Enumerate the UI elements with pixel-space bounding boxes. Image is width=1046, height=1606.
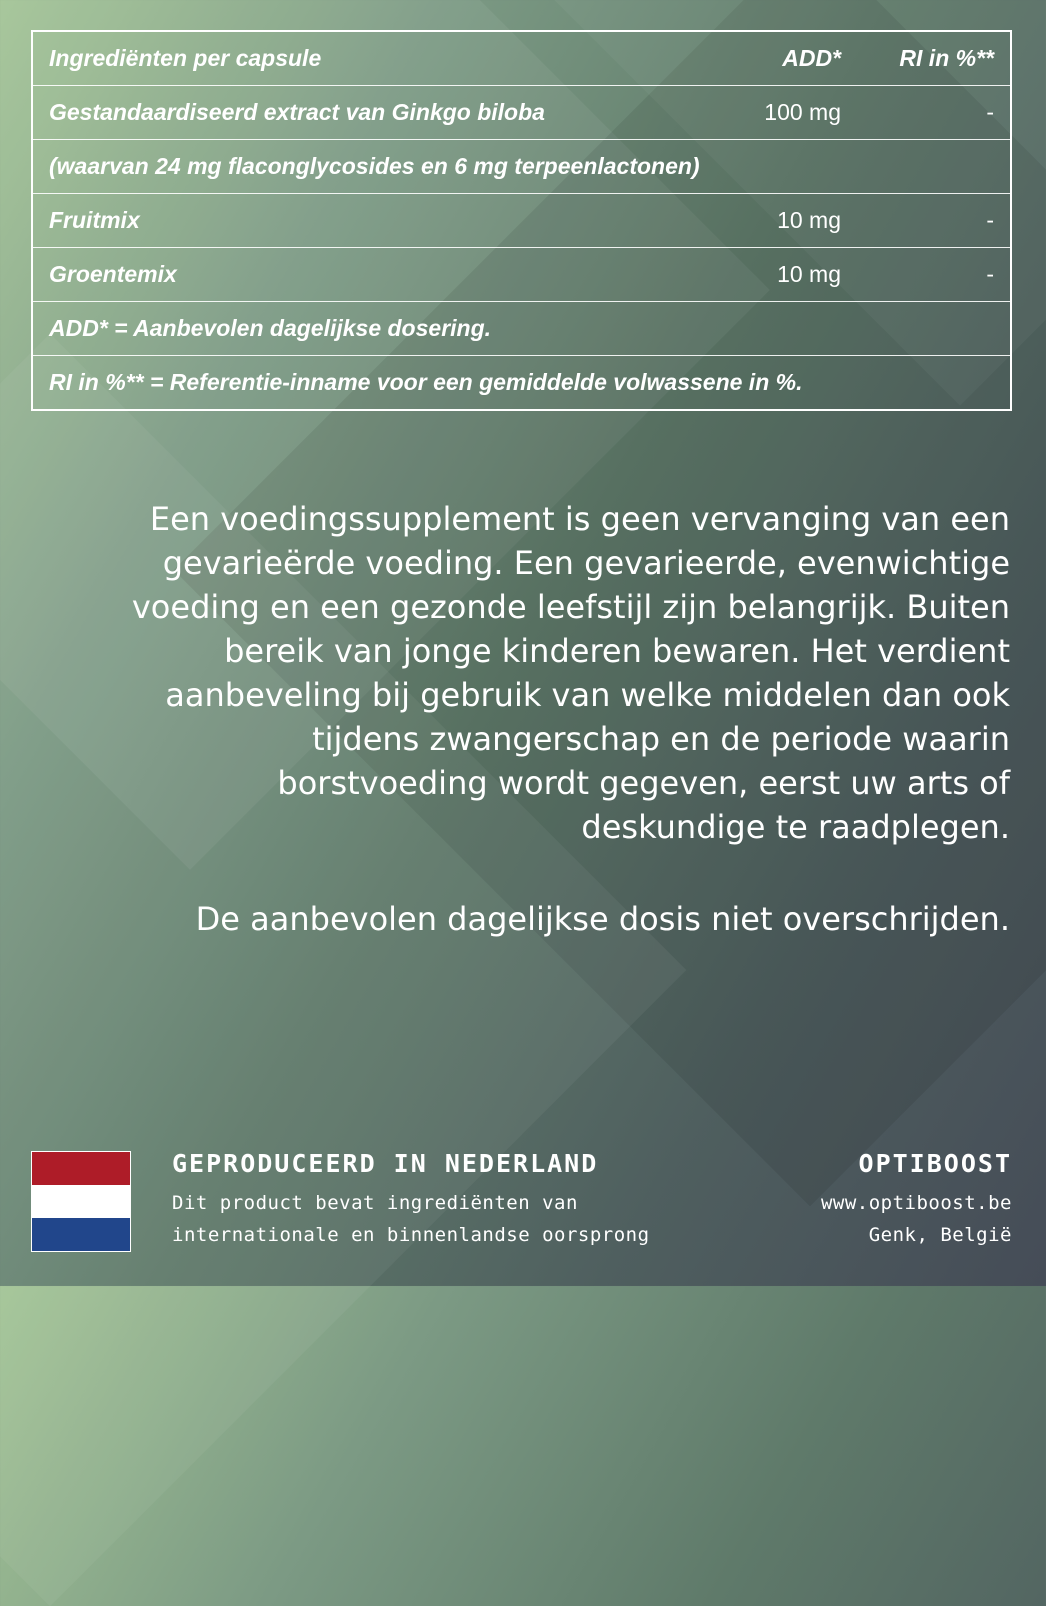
header-add: ADD* [782,45,841,71]
ingredient-name: Gestandaardiseerd extract van Ginkgo biloba [32,86,685,140]
ingredient-add: 10 mg [685,248,857,302]
warning-line: deskundige te raadplegen. [581,808,1010,846]
brand-name: OPTIBOOST [858,1149,1012,1178]
ingredient-ri: - [857,248,1011,302]
warning-line: tijdens zwangerschap en de periode waarin [312,720,1010,758]
brand-location: Genk, België [868,1224,1012,1246]
ingredient-ri: - [857,86,1011,140]
table-row [32,140,1011,194]
warning-text [40,497,1010,849]
table-header-row [32,31,1011,86]
table-row [32,86,1011,140]
flag-stripe-blue [32,1218,130,1251]
warning-line: Een voedingssupplement is geen vervanging van een [149,500,1010,538]
table-note-row [32,356,1011,411]
origin-line: Dit product bevat ingrediënten van [172,1192,578,1214]
flag-stripe-white [32,1185,130,1218]
brand-block [821,1147,1012,1251]
brand-website: www.optiboost.be [820,1192,1012,1214]
dose-warning: De aanbevolen dagelijkse dosis niet overschrijden. [195,900,1010,938]
nutrition-table [31,30,1012,411]
ingredient-name: Groentemix [32,248,685,302]
note-ri: RI in %** = Referentie-inname voor een gemiddelde volwassene in %. [32,356,1011,411]
ingredient-add: 100 mg [685,86,857,140]
table-row [32,248,1011,302]
netherlands-flag-icon [31,1151,131,1252]
table-note-row [32,302,1011,356]
table-row [32,194,1011,248]
origin-block [172,1147,650,1251]
ingredient-add: 10 mg [685,194,857,248]
warning-line: voeding en een gezonde leefstijl zijn belangrijk. Buiten [131,588,1010,626]
ingredient-detail: (waarvan 24 mg flaconglycosides en 6 mg terpeenlactonen) [32,140,1011,194]
origin-title: GEPRODUCEERD IN NEDERLAND [172,1149,599,1178]
warning-line: borstvoeding wordt gegeven, eerst uw arts of [277,764,1010,802]
ingredient-name: Fruitmix [32,194,685,248]
flag-stripe-red [32,1152,130,1185]
origin-line: internationale en binnenlandse oorsprong [172,1224,650,1246]
warning-line: aanbeveling bij gebruik van welke middelen dan ook [165,676,1010,714]
ingredient-ri: - [857,194,1011,248]
warning-line: bereik van jonge kinderen bewaren. Het verdient [224,632,1010,670]
warning-line: gevarieërde voeding. Een gevarieerde, evenwichtige [162,544,1010,582]
header-ri: RI in %** [899,45,994,71]
note-add: ADD* = Aanbevolen dagelijkse dosering. [32,302,1011,356]
header-ingredients: Ingrediënten per capsule [49,45,322,71]
